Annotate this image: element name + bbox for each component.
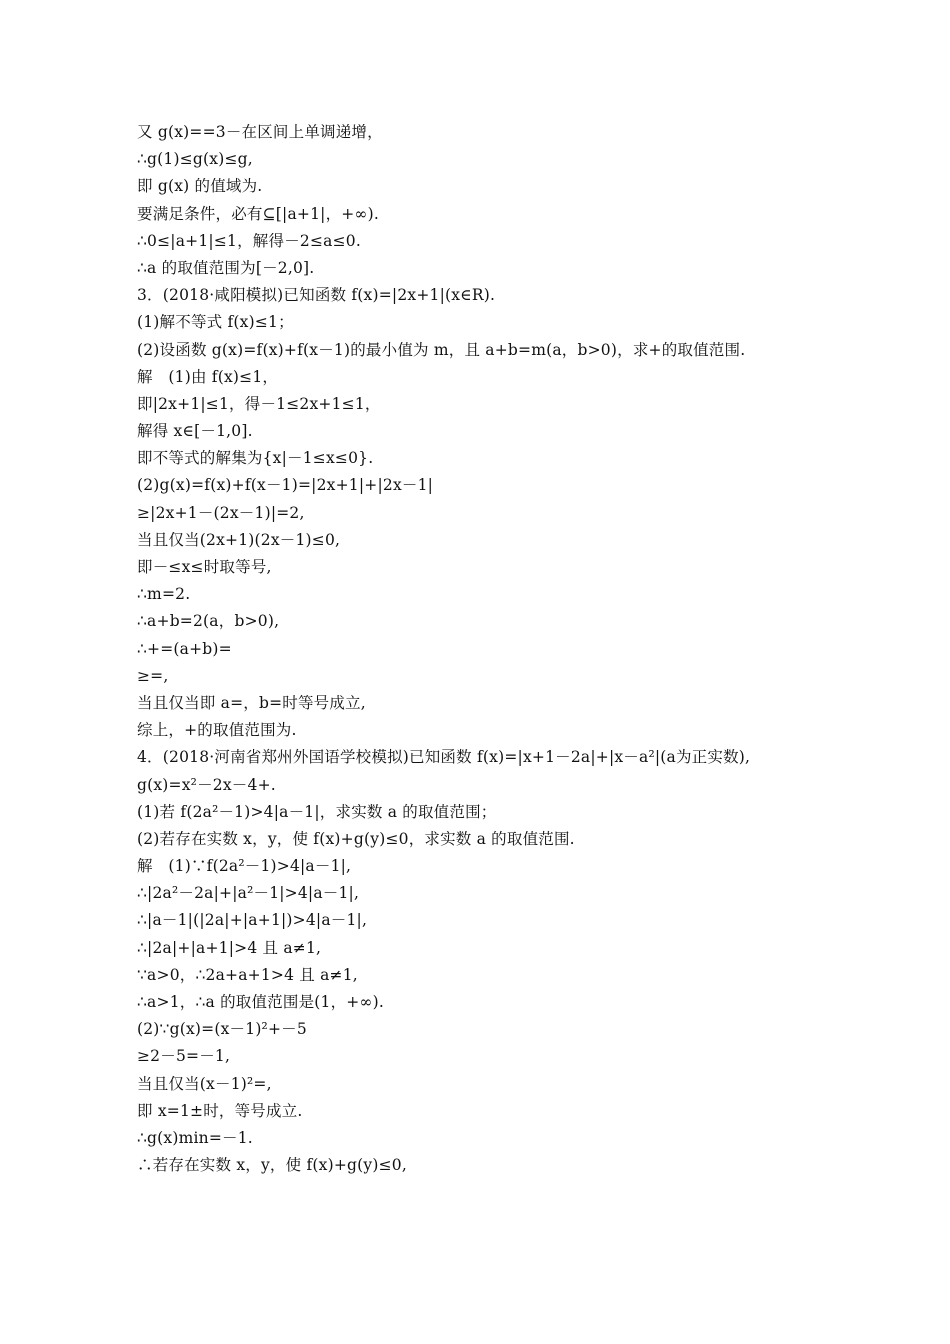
solution-line: 当且仅当(x－1)²=,	[137, 1074, 272, 1093]
text-line: 即 g(x) 的值域为.	[137, 177, 263, 196]
problem-4-part-2: (2)若存在实数 x，y，使 f(x)+g(y)≤0，求实数 a 的取值范围.	[137, 829, 575, 848]
solution-line: ∴a+b=2(a，b>0),	[137, 612, 280, 631]
solution-line: ∴+=(a+b)=	[137, 639, 232, 658]
problem-3-part-1: (1)解不等式 f(x)≤1；	[137, 313, 294, 332]
document-body	[137, 119, 837, 1179]
solution-line: 解 (1)∵f(2a²－1)>4|a－1|,	[137, 857, 352, 876]
text-line: 又 g(x)==3－在区间上单调递增，	[137, 123, 383, 141]
solution-line: (2)∵g(x)=(x－1)²+－5	[137, 1020, 307, 1039]
solution-line: ≥=,	[137, 666, 169, 685]
text-line: ∴g(1)≤g(x)≤g,	[137, 150, 253, 169]
solution-line: ∴g(x)min=－1.	[137, 1128, 253, 1147]
solution-line: 解 (1)由 f(x)≤1，	[137, 367, 279, 386]
solution-line: ∵a>0，∴2a+a+1>4 且 a≠1,	[137, 965, 358, 984]
text-line: 要满足条件，必有⊆[|a+1|，+∞).	[137, 204, 379, 223]
solution-line: ∴|2a|+|a+1|>4 且 a≠1,	[137, 938, 322, 957]
solution-line: 即 x=1±时，等号成立.	[137, 1101, 303, 1120]
solution-line: 当且仅当(2x+1)(2x－1)≤0,	[137, 530, 341, 549]
solution-line: ∴|a－1|(|2a|+|a+1|)>4|a－1|,	[137, 911, 368, 930]
solution-line: 当且仅当即 a=，b=时等号成立,	[137, 693, 366, 712]
solution-line: 即不等式的解集为{x|－1≤x≤0}.	[137, 449, 374, 468]
problem-3-statement: 3．(2018·咸阳模拟)已知函数 f(x)=|2x+1|(x∈R).	[137, 286, 496, 305]
problem-3-part-2: (2)设函数 g(x)=f(x)+f(x－1)的最小值为 m，且 a+b=m(a，b>0)，求+的取值范围.	[137, 340, 746, 359]
problem-4-statement-cont: g(x)=x²－2x－4+.	[137, 775, 276, 794]
solution-line: ∴m=2.	[137, 585, 191, 604]
problem-4-statement: 4．(2018·河南省郑州外国语学校模拟)已知函数 f(x)=|x+1－2a|+|x－a²|(a为正实数),	[137, 748, 751, 767]
solution-line: (2)g(x)=f(x)+f(x－1)=|2x+1|+|2x－1|	[137, 476, 434, 495]
solution-line: ∴a>1，∴a 的取值范围是(1，+∞).	[137, 993, 384, 1011]
solution-line: 解得 x∈[－1,0].	[137, 422, 253, 441]
problem-4-part-1: (1)若 f(2a²－1)>4|a－1|，求实数 a 的取值范围；	[137, 802, 497, 821]
text-line: ∴0≤|a+1|≤1，解得－2≤a≤0.	[137, 231, 361, 250]
solution-line: ∴若存在实数 x，y，使 f(x)+g(y)≤0,	[137, 1156, 407, 1175]
solution-line: ∴|2a²－2a|+|a²－1|>4|a－1|,	[137, 884, 360, 903]
solution-line: ≥|2x+1－(2x－1)|=2,	[137, 503, 305, 522]
solution-line: 综上，+的取值范围为.	[137, 721, 297, 740]
solution-line: 即|2x+1|≤1，得－1≤2x+1≤1，	[137, 394, 381, 413]
solution-line: ≥2－5=－1,	[137, 1047, 231, 1066]
text-line: ∴a 的取值范围为[－2,0].	[137, 258, 315, 277]
solution-line: 即－≤x≤时取等号,	[137, 558, 272, 576]
